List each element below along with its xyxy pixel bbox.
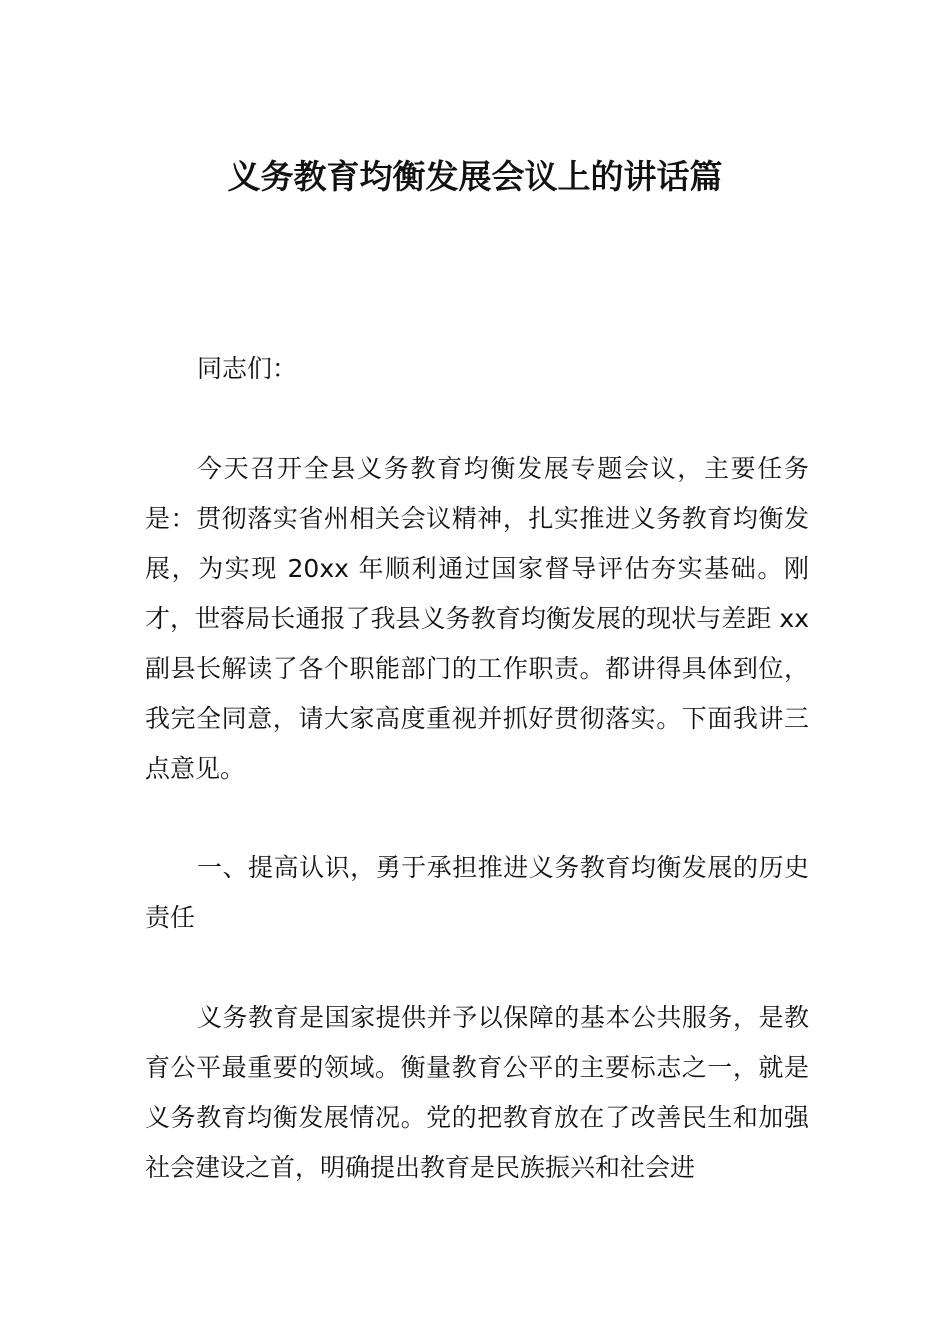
salutation: 同志们： <box>197 354 298 383</box>
paragraph-opening: 今天召开全县义务教育均衡发展专题会议，主要任务是：贯彻落实省州相关会议精神，扎实推进义务教育均衡发展，为实现 20xx 年顺利通过国家督导评估夯实基础。刚才，世蓉局长通报了我县义务教育均衡发展的现状与差距 xx 副县长解读了各个职能部门的工作职责。都讲得具体到位，我完全同意，请大家高度重视并抓好贯彻落实。下面我讲三点意见。 <box>145 454 809 783</box>
section-heading-1: 一、提高认识，勇于承担推进义务教育均衡发展的历史责任 <box>145 853 809 932</box>
paragraph-section-1: 义务教育是国家提供并予以保障的基本公共服务，是教育公平最重要的领域。衡量教育公平的主要标志之一，就是义务教育均衡发展情况。党的把教育放在了改善民生和加强社会建设之首，明确提出教育是民族振兴和社会进 <box>145 1003 809 1182</box>
document-title: 义务教育均衡发展会议上的讲话篇 <box>227 157 723 196</box>
